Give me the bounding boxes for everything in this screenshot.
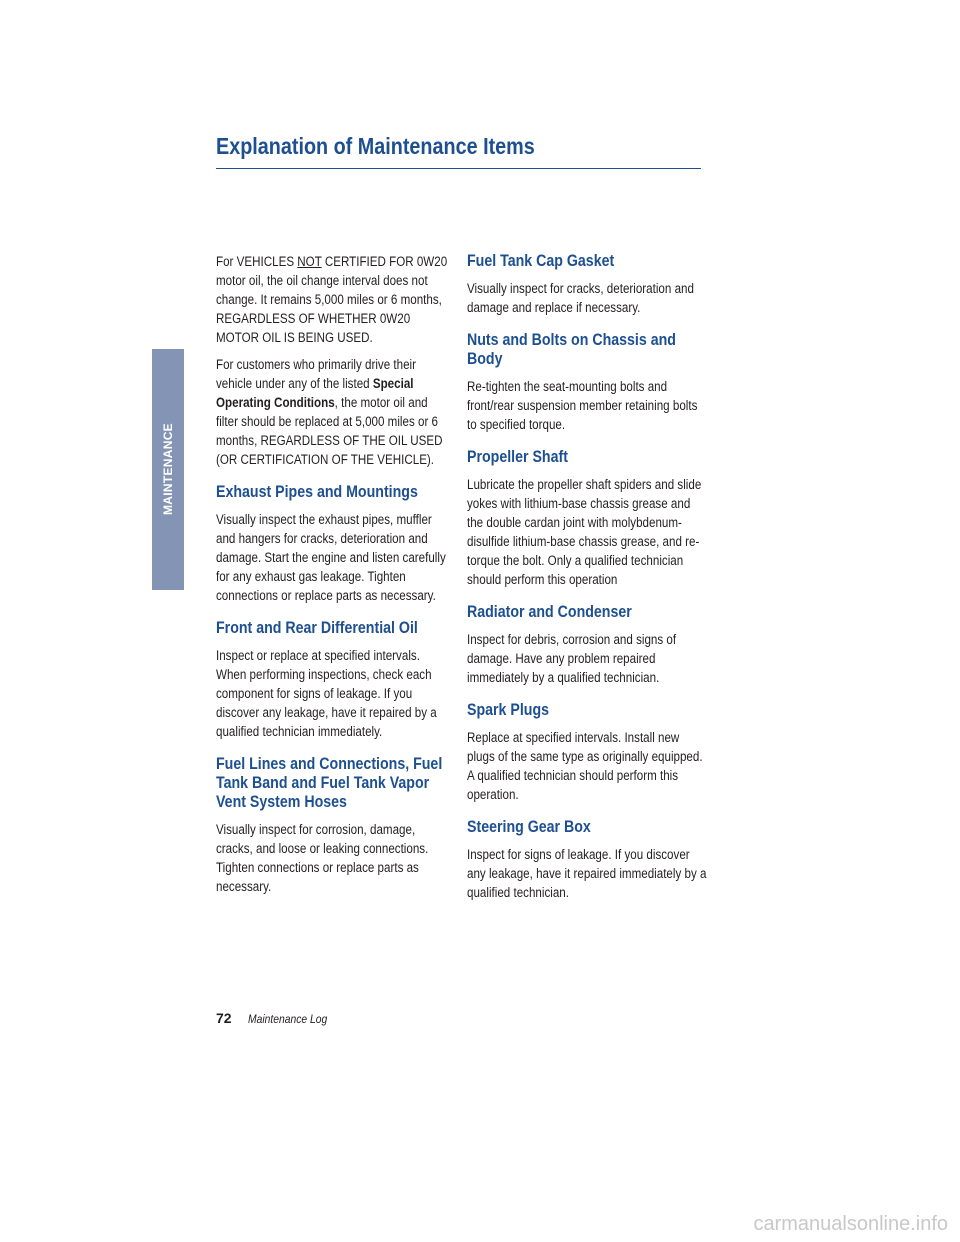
section-body: Inspect for debris, corrosion and signs of damage. Have any problem repaired immediately by a qualified technician. — [467, 632, 677, 685]
page-number: 72 — [216, 1010, 232, 1026]
intro-paragraph-1: For VEHICLES NOT CERTIFIED FOR 0W20 motor oil, the oil change interval does not change. It remains 5,000 miles or 6 months, REGARDLESS OF WHETHER 0W20 MOTOR OIL IS BEING USED. — [216, 254, 448, 345]
section-body: Lubricate the propeller shaft spiders and slide yokes with lithium-base chassis grease and the double cardan joint with molybdenum-disulfide lithium-base chassis grease, and re-torque the bolt. Only a qualified technician should perform this operation — [467, 477, 702, 587]
watermark: carmanualsonline.info — [753, 1213, 948, 1235]
side-tab-label: MAINTENANCE — [161, 423, 175, 515]
section-heading: Nuts and Bolts on Chassis and Body — [467, 331, 676, 368]
section-body: Visually inspect the exhaust pipes, muffler and hangers for cracks, deterioration and damage. Start the engine and listen carefully for any exhaust gas leakage. Tighten connections or replace parts as necessary. — [216, 512, 446, 603]
section-body: Inspect for signs of leakage. If you discover any leakage, have it repaired immediately by a qualified technician. — [467, 847, 707, 900]
section-heading: Radiator and Condenser — [467, 603, 632, 621]
section-heading: Fuel Lines and Connections, Fuel Tank Band and Fuel Tank Vapor Vent System Hoses — [216, 755, 443, 811]
page-title: Explanation of Maintenance Items — [216, 133, 535, 159]
section-body: Re-tighten the seat-mounting bolts and front/rear suspension member retaining bolts to specified torque. — [467, 379, 698, 432]
section-heading: Propeller Shaft — [467, 448, 568, 466]
section-heading: Exhaust Pipes and Mountings — [216, 483, 418, 501]
section-heading: Spark Plugs — [467, 701, 550, 719]
section-body: Visually inspect for cracks, deterioration and damage and replace if necessary. — [467, 281, 694, 315]
right-column — [467, 252, 707, 910]
section-body: Inspect or replace at specified intervals. When performing inspections, check each component for signs of leakage. If you discover any leakage, have it repaired by a qualified technician immediately. — [216, 648, 437, 739]
intro-paragraph-2: For customers who primarily drive their vehicle under any of the listed Special Operating Conditions, the motor oil and filter should be replaced at 5,000 miles or 6 months, REGARDLESS OF THE OIL USED (OR CERTIFICATION OF THE VEHICLE). — [216, 357, 443, 467]
section-heading: Steering Gear Box — [467, 818, 591, 836]
section-heading: Fuel Tank Cap Gasket — [467, 252, 615, 270]
not-emphasis: NOT — [297, 254, 322, 269]
section-body: Visually inspect for corrosion, damage, cracks, and loose or leaking connections. Tighten connections or replace parts as necessary. — [216, 822, 429, 894]
footer-section-label: Maintenance Log — [248, 1012, 328, 1026]
section-heading: Front and Rear Differential Oil — [216, 619, 418, 637]
left-column — [216, 252, 448, 904]
title-divider — [216, 168, 701, 169]
special-conditions-emphasis: Special Operating Conditions — [216, 376, 414, 410]
section-body: Replace at specified intervals. Install new plugs of the same type as originally equipped. A qualified technician should perform this operation. — [467, 730, 703, 802]
